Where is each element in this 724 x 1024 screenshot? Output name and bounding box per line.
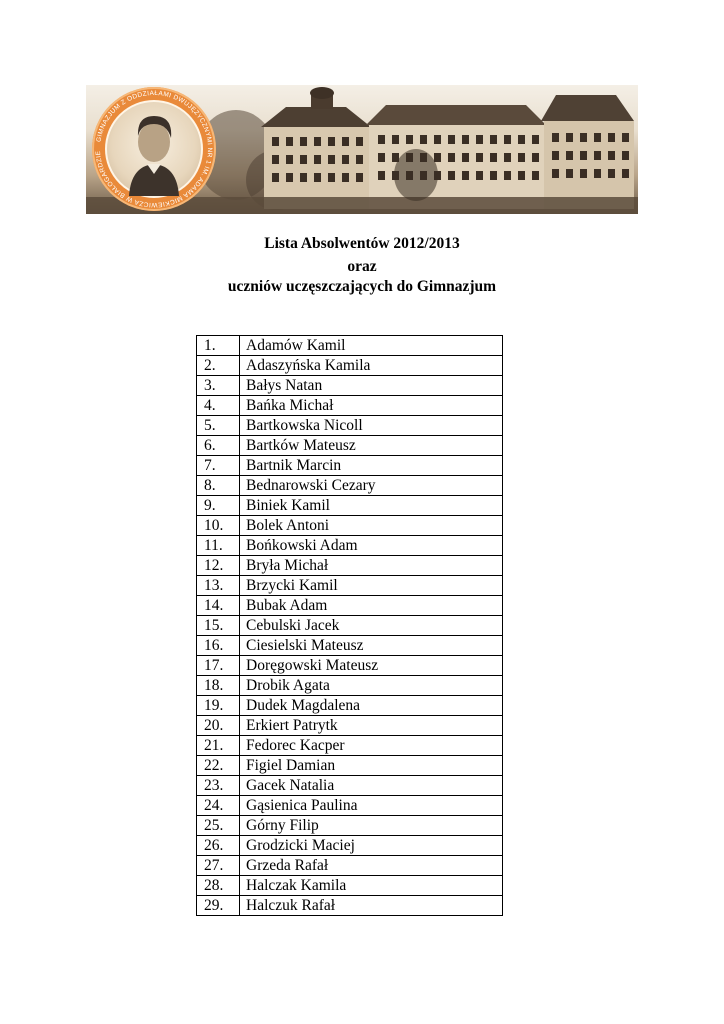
document-title: Lista Absolwentów 2012/2013 bbox=[264, 235, 460, 252]
table-row bbox=[197, 476, 503, 496]
row-number: 26. bbox=[197, 836, 240, 856]
student-name: Bartnik Marcin bbox=[240, 456, 503, 476]
student-name: Górny Filip bbox=[240, 816, 503, 836]
table-row bbox=[197, 876, 503, 896]
header-banner bbox=[86, 85, 638, 214]
table-row bbox=[197, 836, 503, 856]
table-row bbox=[197, 656, 503, 676]
row-number: 3. bbox=[197, 376, 240, 396]
document-subtitle: uczniów uczęszczających do Gimnazjum bbox=[227, 278, 497, 295]
table-row bbox=[197, 356, 503, 376]
row-number: 8. bbox=[197, 476, 240, 496]
row-number: 1. bbox=[197, 336, 240, 356]
row-number: 10. bbox=[197, 516, 240, 536]
svg-text:GIMNAZJUM Z ODDZIAŁAMI DWUJĘZY: GIMNAZJUM Z ODDZIAŁAMI DWUJĘZYCZNYMI NR 1 IM. ADAMA MICKIEWICZA W BIAŁOGARDZIE bbox=[94, 89, 214, 209]
student-name: Grodzicki Maciej bbox=[240, 836, 503, 856]
table-row bbox=[197, 636, 503, 656]
table-row bbox=[197, 776, 503, 796]
row-number: 14. bbox=[197, 596, 240, 616]
table-row bbox=[197, 396, 503, 416]
student-name: Figiel Damian bbox=[240, 756, 503, 776]
row-number: 7. bbox=[197, 456, 240, 476]
row-number: 23. bbox=[197, 776, 240, 796]
student-name: Fedorec Kacper bbox=[240, 736, 503, 756]
table-row bbox=[197, 456, 503, 476]
table-row bbox=[197, 856, 503, 876]
table-row bbox=[197, 896, 503, 916]
student-name: Doręgowski Mateusz bbox=[240, 656, 503, 676]
row-number: 15. bbox=[197, 616, 240, 636]
document-title-connector: oraz bbox=[347, 258, 377, 275]
student-name: Bednarowski Cezary bbox=[240, 476, 503, 496]
table-row bbox=[197, 376, 503, 396]
row-number: 6. bbox=[197, 436, 240, 456]
student-name: Gąsienica Paulina bbox=[240, 796, 503, 816]
table-row bbox=[197, 736, 503, 756]
table-row bbox=[197, 416, 503, 436]
table-row bbox=[197, 796, 503, 816]
student-name: Erkiert Patrytk bbox=[240, 716, 503, 736]
row-number: 20. bbox=[197, 716, 240, 736]
table-row bbox=[197, 816, 503, 836]
table-row bbox=[197, 756, 503, 776]
row-number: 22. bbox=[197, 756, 240, 776]
students-table bbox=[196, 335, 503, 916]
emblem-lettering bbox=[92, 87, 216, 211]
row-number: 4. bbox=[197, 396, 240, 416]
student-name: Bartków Mateusz bbox=[240, 436, 503, 456]
table-row bbox=[197, 436, 503, 456]
student-name: Bańka Michał bbox=[240, 396, 503, 416]
student-name: Adamów Kamil bbox=[240, 336, 503, 356]
table-row bbox=[197, 516, 503, 536]
row-number: 24. bbox=[197, 796, 240, 816]
student-name: Ciesielski Mateusz bbox=[240, 636, 503, 656]
student-name: Drobik Agata bbox=[240, 676, 503, 696]
row-number: 5. bbox=[197, 416, 240, 436]
table-row bbox=[197, 556, 503, 576]
row-number: 12. bbox=[197, 556, 240, 576]
row-number: 28. bbox=[197, 876, 240, 896]
student-name: Bałys Natan bbox=[240, 376, 503, 396]
student-name: Brzycki Kamil bbox=[240, 576, 503, 596]
row-number: 9. bbox=[197, 496, 240, 516]
table-row bbox=[197, 496, 503, 516]
student-name: Bartkowska Nicoll bbox=[240, 416, 503, 436]
student-name: Bryła Michał bbox=[240, 556, 503, 576]
row-number: 27. bbox=[197, 856, 240, 876]
student-name: Adaszyńska Kamila bbox=[240, 356, 503, 376]
row-number: 18. bbox=[197, 676, 240, 696]
row-number: 11. bbox=[197, 536, 240, 556]
table-row bbox=[197, 696, 503, 716]
table-row bbox=[197, 616, 503, 636]
row-number: 29. bbox=[197, 896, 240, 916]
student-name: Halczak Kamila bbox=[240, 876, 503, 896]
student-name: Gacek Natalia bbox=[240, 776, 503, 796]
student-name: Biniek Kamil bbox=[240, 496, 503, 516]
row-number: 2. bbox=[197, 356, 240, 376]
table-row bbox=[197, 336, 503, 356]
student-name: Bolek Antoni bbox=[240, 516, 503, 536]
school-emblem bbox=[92, 87, 216, 211]
student-name: Cebulski Jacek bbox=[240, 616, 503, 636]
student-name: Bubak Adam bbox=[240, 596, 503, 616]
row-number: 25. bbox=[197, 816, 240, 836]
row-number: 21. bbox=[197, 736, 240, 756]
table-row bbox=[197, 596, 503, 616]
row-number: 13. bbox=[197, 576, 240, 596]
table-row bbox=[197, 676, 503, 696]
table-row bbox=[197, 576, 503, 596]
student-name: Grzeda Rafał bbox=[240, 856, 503, 876]
table-row bbox=[197, 536, 503, 556]
table-row bbox=[197, 716, 503, 736]
row-number: 16. bbox=[197, 636, 240, 656]
student-name: Bońkowski Adam bbox=[240, 536, 503, 556]
row-number: 19. bbox=[197, 696, 240, 716]
student-name: Halczuk Rafał bbox=[240, 896, 503, 916]
row-number: 17. bbox=[197, 656, 240, 676]
student-name: Dudek Magdalena bbox=[240, 696, 503, 716]
